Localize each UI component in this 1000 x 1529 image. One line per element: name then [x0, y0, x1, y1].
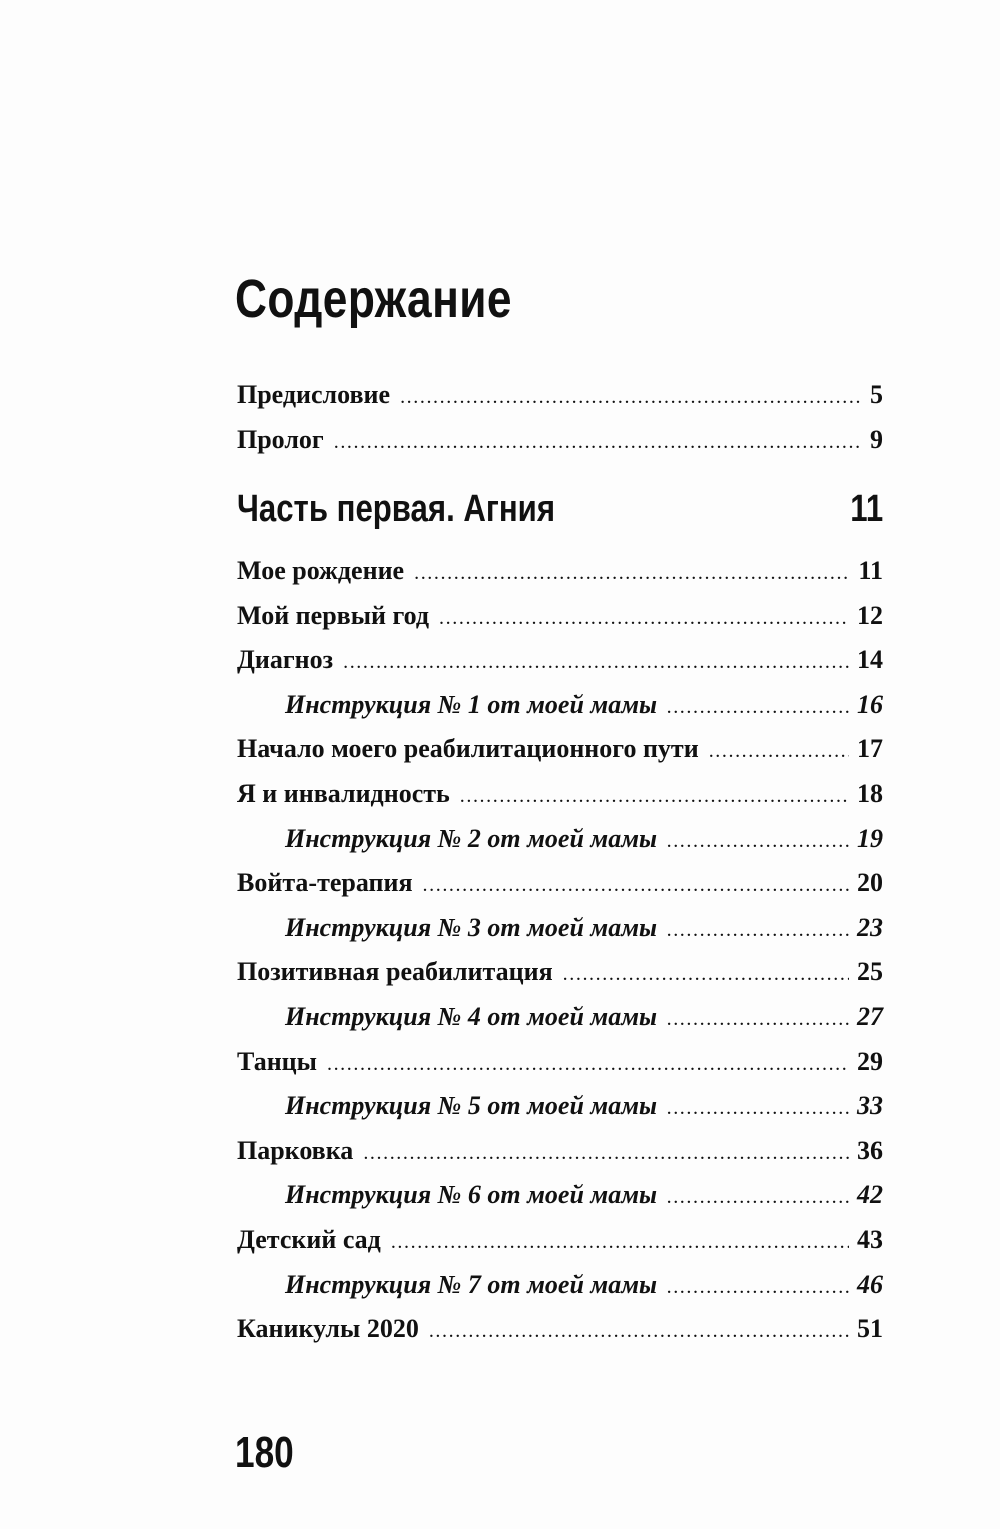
toc-entry — [237, 727, 883, 772]
entry-page: 43 — [857, 1224, 883, 1254]
dot-leader — [667, 685, 849, 730]
entry-page: 29 — [857, 1046, 883, 1076]
dot-leader — [563, 952, 849, 997]
entry-page: 25 — [857, 957, 883, 987]
entry-page: 16 — [857, 689, 883, 719]
dot-leader — [667, 908, 849, 953]
dot-leader — [334, 420, 862, 465]
entry-page: 42 — [857, 1180, 883, 1210]
entry-label: Я и инвалидность — [237, 778, 450, 808]
entry-page: 14 — [857, 645, 883, 675]
toc-subentry — [237, 1263, 883, 1308]
entry-page: 17 — [857, 734, 883, 764]
entry-label: Инструкция № 4 от моей мамы — [285, 1001, 658, 1031]
entry-label: Начало моего реабилитационного пути — [237, 734, 699, 764]
dot-leader — [667, 1086, 849, 1131]
toc-entry — [237, 772, 883, 817]
dot-leader — [667, 819, 849, 864]
toc-entry — [237, 549, 883, 594]
dot-leader — [460, 774, 849, 819]
toc-entry — [237, 1129, 883, 1174]
dot-leader — [423, 863, 849, 908]
toc-entry — [237, 1218, 883, 1263]
toc-subentry — [237, 906, 883, 951]
entry-label: Инструкция № 5 от моей мамы — [285, 1091, 658, 1121]
toc-entry — [237, 638, 883, 683]
dot-leader — [709, 729, 849, 774]
toc-part-heading — [237, 488, 883, 531]
toc-entry — [237, 1040, 883, 1085]
entry-label: Предисловие — [237, 380, 391, 409]
toc-entry — [237, 950, 883, 995]
toc-entry — [237, 1307, 883, 1352]
dot-leader — [400, 375, 862, 420]
dot-leader — [439, 596, 849, 641]
toc-subentry — [237, 995, 883, 1040]
entry-label: Мое рождение — [237, 556, 405, 585]
entry-label: Детский сад — [237, 1224, 381, 1254]
entry-page: 27 — [857, 1001, 883, 1031]
toc-subentry — [237, 1084, 883, 1129]
dot-leader — [429, 1309, 849, 1354]
dot-leader — [667, 1175, 849, 1220]
entry-page: 51 — [857, 1314, 883, 1344]
entry-label: Пролог — [237, 424, 324, 454]
entry-page: 46 — [857, 1269, 883, 1299]
toc-front-matter — [237, 373, 883, 462]
entry-label: Инструкция № 6 от моей мамы — [285, 1180, 658, 1210]
entry-page: 20 — [857, 868, 883, 898]
entry-page: 12 — [857, 600, 883, 630]
entry-label: Мой первый год — [237, 600, 430, 630]
toc-subentry — [237, 1173, 883, 1218]
entry-label: Инструкция № 1 от моей мамы — [285, 689, 658, 719]
entry-label: Войта-терапия — [237, 868, 413, 898]
entry-page: 33 — [857, 1091, 883, 1121]
entry-label: Позитивная реабилитация — [237, 957, 553, 987]
entry-label: Инструкция № 2 от моей мамы — [285, 823, 658, 853]
toc-subentry — [237, 817, 883, 862]
toc-entries — [237, 549, 883, 1352]
page-title: Содержание — [235, 269, 512, 329]
dot-leader — [363, 1131, 849, 1176]
entry-page: 19 — [857, 823, 883, 853]
entry-label: Диагноз — [237, 645, 334, 675]
dot-leader — [414, 551, 850, 596]
entry-label: Инструкция № 7 от моей мамы — [285, 1269, 658, 1299]
entry-label: Танцы — [237, 1046, 317, 1076]
part-page: 11 — [850, 488, 883, 530]
entry-page: 36 — [857, 1135, 883, 1165]
dot-leader — [327, 1042, 849, 1087]
entry-page: 18 — [857, 778, 883, 808]
entry-page: 11 — [858, 556, 883, 585]
entry-label: Каникулы 2020 — [237, 1314, 419, 1344]
dot-leader — [667, 997, 849, 1042]
dot-leader — [343, 640, 849, 685]
entry-page: 5 — [870, 380, 883, 409]
dot-leader — [667, 1265, 849, 1310]
entry-page: 9 — [870, 424, 883, 454]
toc-entry — [237, 594, 883, 639]
part-title: Часть первая. Агния — [237, 488, 556, 530]
toc-entry — [237, 418, 883, 463]
dot-leader — [391, 1220, 849, 1265]
entry-label: Парковка — [237, 1135, 354, 1165]
entry-page: 23 — [857, 912, 883, 942]
toc-entry — [237, 861, 883, 906]
page-number: 180 — [235, 1428, 294, 1477]
entry-label: Инструкция № 3 от моей мамы — [285, 912, 658, 942]
toc-entry — [237, 373, 883, 418]
toc-subentry — [237, 683, 883, 728]
